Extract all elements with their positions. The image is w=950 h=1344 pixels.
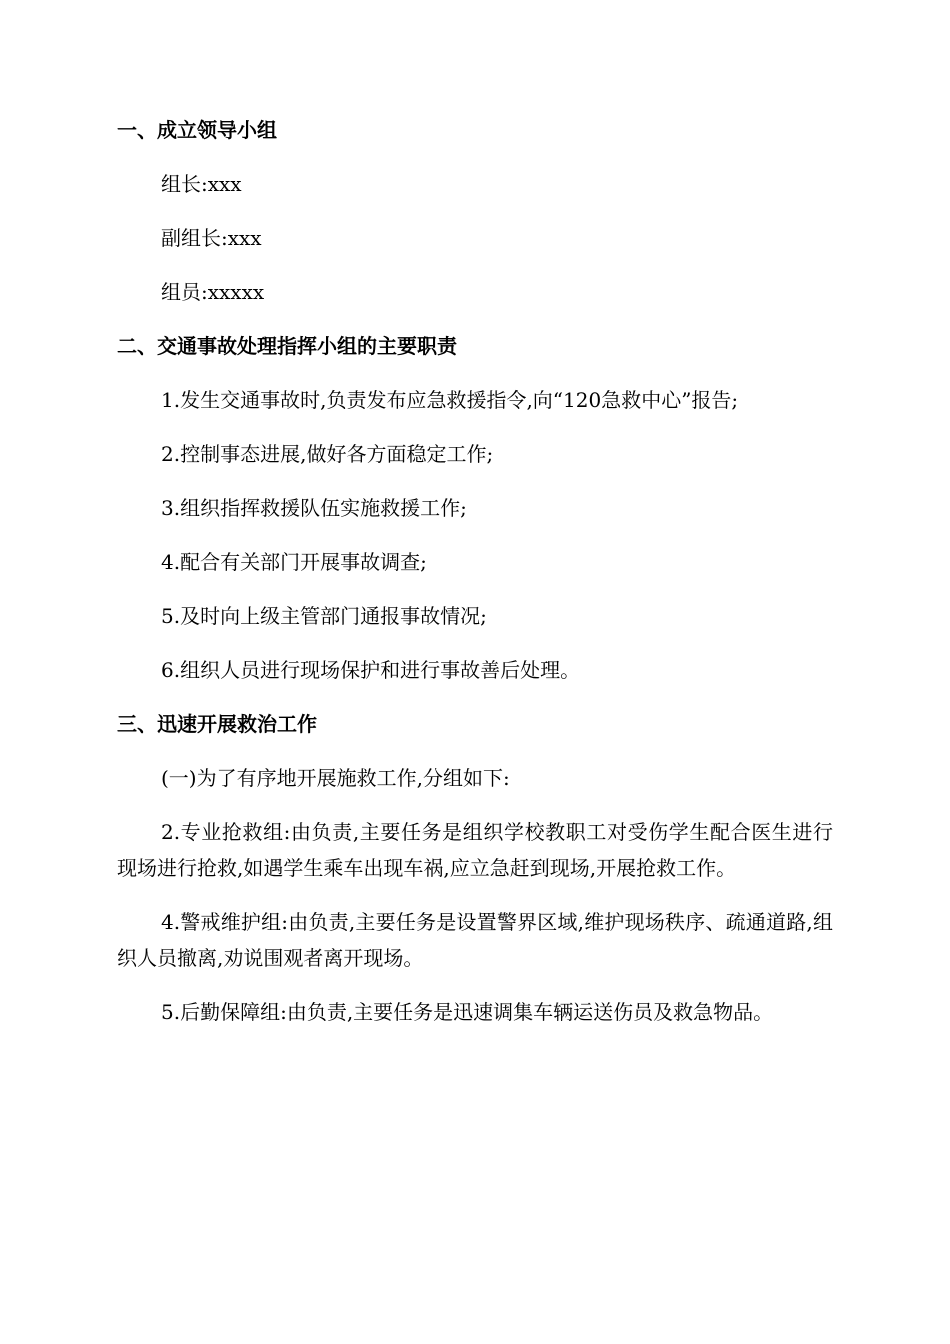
responsibility-item: 5.及时向上级主管部门通报事故情况; bbox=[161, 604, 487, 628]
section-heading-leadership: 一、成立领导小组 bbox=[117, 118, 277, 142]
section-heading-rescue: 三、迅速开展救治工作 bbox=[117, 712, 317, 736]
rescue-item: 4.警戒维护组:由负责,主要任务是设置警界区域,维护现场秩序、疏通道路,组织人员撤离,劝说围观者离开现场。 bbox=[117, 910, 833, 970]
section-heading-responsibilities: 二、交通事故处理指挥小组的主要职责 bbox=[117, 334, 457, 358]
member-deputy-leader: 副组长:xxx bbox=[161, 226, 262, 250]
member-leader: 组长:xxx bbox=[161, 172, 242, 196]
member-team: 组员:xxxxx bbox=[161, 280, 265, 304]
responsibility-item: 4.配合有关部门开展事故调查; bbox=[161, 550, 427, 574]
document-body bbox=[117, 112, 833, 1048]
responsibility-item: 3.组织指挥救援队伍实施救援工作; bbox=[161, 496, 467, 520]
rescue-item: 2.专业抢救组:由负责,主要任务是组织学校教职工对受伤学生配合医生进行现场进行抢救,如遇学生乘车出现车祸,应立急赶到现场,开展抢救工作。 bbox=[117, 820, 833, 880]
rescue-item: 5.后勤保障组:由负责,主要任务是迅速调集车辆运送伤员及救急物品。 bbox=[161, 1000, 774, 1024]
responsibility-item: 2.控制事态进展,做好各方面稳定工作; bbox=[161, 442, 494, 466]
responsibility-item: 6.组织人员进行现场保护和进行事故善后处理。 bbox=[161, 658, 581, 682]
rescue-item: (一)为了有序地开展施救工作,分组如下: bbox=[161, 766, 510, 790]
responsibility-item: 1.发生交通事故时,负责发布应急救援指令,向“120急救中心”报告; bbox=[161, 388, 739, 412]
